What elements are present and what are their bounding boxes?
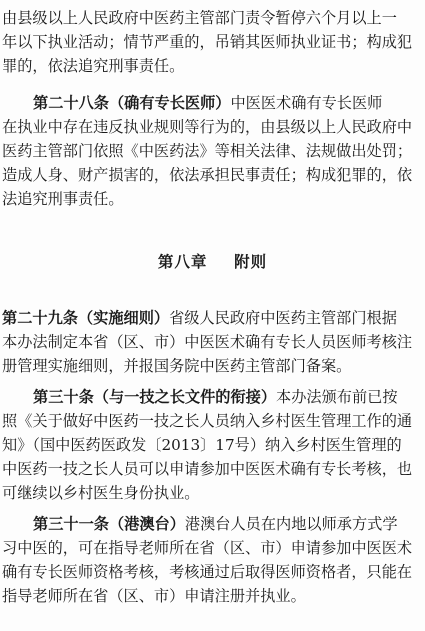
chapter-heading (0, 250, 425, 274)
article-title: （与一技之长文件的衔接） (93, 388, 276, 406)
article-text: 中医医术确有专长医师 (230, 94, 383, 112)
text-line: 册管理实施细则，并报国务院中医药主管部门备案。 (2, 357, 352, 375)
article-first-line (2, 306, 425, 330)
article-heading: 第二十八条 (33, 94, 109, 112)
article-title: （确有专长医师） (108, 94, 231, 112)
text-line: 照《关于做好中医药一技之长人员纳入乡村医生管理工作的通 (2, 412, 413, 430)
text-line: 确有专长医师资格考核，考核通过后取得医师资格者，只能在 (2, 563, 413, 581)
article-text: 本办法颁布前已按 (276, 388, 398, 406)
article-title: （港澳台） (108, 515, 185, 533)
text-line: 知》（国中医药医政发〔2013〕17号）纳入乡村医生管理的 (2, 436, 402, 454)
article-text: 省级人民政府中医药主管部门根据 (169, 309, 397, 327)
article-text: 港澳台人员在内地以师承方式学 (184, 515, 398, 533)
text-line: 中医药一技之长人员可以申请参加中医医术确有专长考核，也 (2, 460, 413, 478)
text-line: 习中医的，可在指导老师所在省（区、市）申请参加中医医术 (2, 539, 413, 557)
article-title: （实施细则） (77, 309, 170, 327)
text-line: 年以下执业活动；情节严重的，吊销其医师执业证书；构成犯 (2, 33, 413, 51)
chapter-title: 附则 (234, 252, 268, 271)
article-heading: 第二十九条 (2, 309, 78, 327)
article-first-line (33, 512, 425, 536)
article-first-line (33, 385, 425, 409)
text-line: 医药主管部门依照《中医药法》等相关法律、法规做出处罚； (2, 142, 413, 160)
text-line: 由县级以上人民政府中医药主管部门责令暂停六个月以上一 (2, 9, 397, 27)
chapter-number: 第八章 (157, 252, 208, 271)
article-heading: 第三十一条 (33, 515, 109, 533)
text-line: 指导老师所在省（区、市）申请注册并执业。 (2, 587, 306, 605)
article-first-line (33, 91, 425, 115)
text-line: 造成人身、财产损害的，依法承担民事责任；构成犯罪的，依 (2, 166, 413, 184)
article-heading: 第三十条 (33, 388, 94, 406)
text-line: 在执业中存在违反执业规则等行为的，由县级以上人民政府中 (2, 118, 413, 136)
text-line: 法追究刑事责任。 (2, 190, 124, 208)
text-line: 可继续以乡村医生身份执业。 (2, 484, 200, 502)
text-line: 罪的，依法追究刑事责任。 (2, 57, 185, 75)
text-line: 本办法制定本省（区、市）中医医术确有专长人员医师考核注 (2, 333, 413, 351)
